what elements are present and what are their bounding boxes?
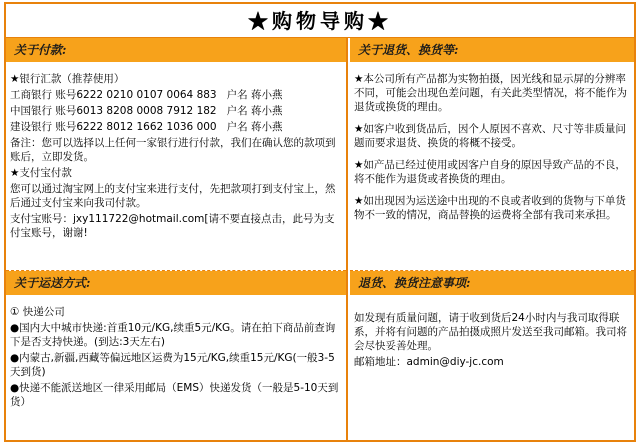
shipping-item-domestic: ●国内大中城市快递:首重10元/KG,续重5元/KG。请在拍下商品前查询下是否支持快递。(到达:3天左右): [10, 322, 336, 348]
shipping-section: [6, 295, 346, 409]
returns-item: ★如产品已经过使用或因客户自身的原因导致产品的不良，将不能作为退货或者换货的理由。: [354, 159, 626, 185]
left-column: [6, 38, 348, 440]
shipping-header: 关于运送方式:: [6, 271, 346, 295]
bank-account-boc: 中国银行 账号6013 8208 0008 7912 182 户名 蒋小燕: [10, 105, 283, 117]
returns-item: ★如客户收到货品后，因个人原因不喜欢、尺寸等非质量问题而要求退货、换货的将概不接受。: [354, 123, 626, 149]
payment-header: 关于付款:: [6, 38, 346, 62]
bank-account-ccb: 建设银行 账号6222 8012 1662 1036 000 户名 蒋小燕: [10, 121, 283, 133]
notice-section: [350, 295, 634, 369]
content-grid: [6, 38, 634, 440]
bank-transfer-title: ★银行汇款（推荐使用）: [10, 73, 125, 85]
right-column: [350, 38, 634, 440]
alipay-title: ★支付宝付款: [10, 167, 72, 179]
notice-email[interactable]: 邮箱地址：admin@diy-jc.com: [354, 356, 504, 368]
returns-section: [350, 62, 634, 270]
shipping-item-remote: ●内蒙古,新疆,西藏等偏远地区运费为15元/KG,续重15元/KG(一般3-5天到货): [10, 352, 335, 378]
page-title: ★购物导购★: [6, 4, 634, 38]
returns-item: ★本公司所有产品都为实物拍摄，因光线和显示屏的分辨率不同，可能会出现色差问题，有关此类型情况，将不能作为退货或换货的理由。: [354, 73, 627, 113]
payment-section: [6, 62, 346, 270]
shipping-item-ems: ●快递不能派送地区一律采用邮局（EMS）快递发货（一般是5-10天到货）: [10, 382, 339, 408]
returns-header: 关于退货、换货等:: [350, 38, 634, 62]
shipping-item-courier: ① 快递公司: [10, 306, 65, 318]
bank-account-icbc: 工商银行 账号6222 0210 0107 0064 883 户名 蒋小燕: [10, 89, 283, 101]
alipay-description: 您可以通过淘宝网上的支付宝来进行支付，先把款项打到支付宝上，然后通过支付宝来向我司付款。: [10, 183, 336, 209]
alipay-account[interactable]: 支付宝账号：jxy111722@hotmail.com[请不要直接点击，此号为支付宝账号，谢谢!: [10, 213, 335, 239]
shopping-guide-panel: [4, 2, 636, 442]
returns-item: ★如出现因为运送途中出现的不良或者收到的货物与下单货物不一致的情况，商品替换的运费将全部有我司来承担。: [354, 195, 626, 221]
notice-header: 退货、换货注意事项:: [350, 271, 634, 295]
payment-note: 备注：您可以选择以上任何一家银行进行付款，我们在确认您的款项到账后，立即发货。: [10, 137, 336, 163]
notice-text: 如发现有质量问题，请于收到货后24小时内与我司取得联系，并将有问题的产品拍摄成照片发送至我司邮箱。我司将会尽快妥善处理。: [354, 312, 627, 352]
